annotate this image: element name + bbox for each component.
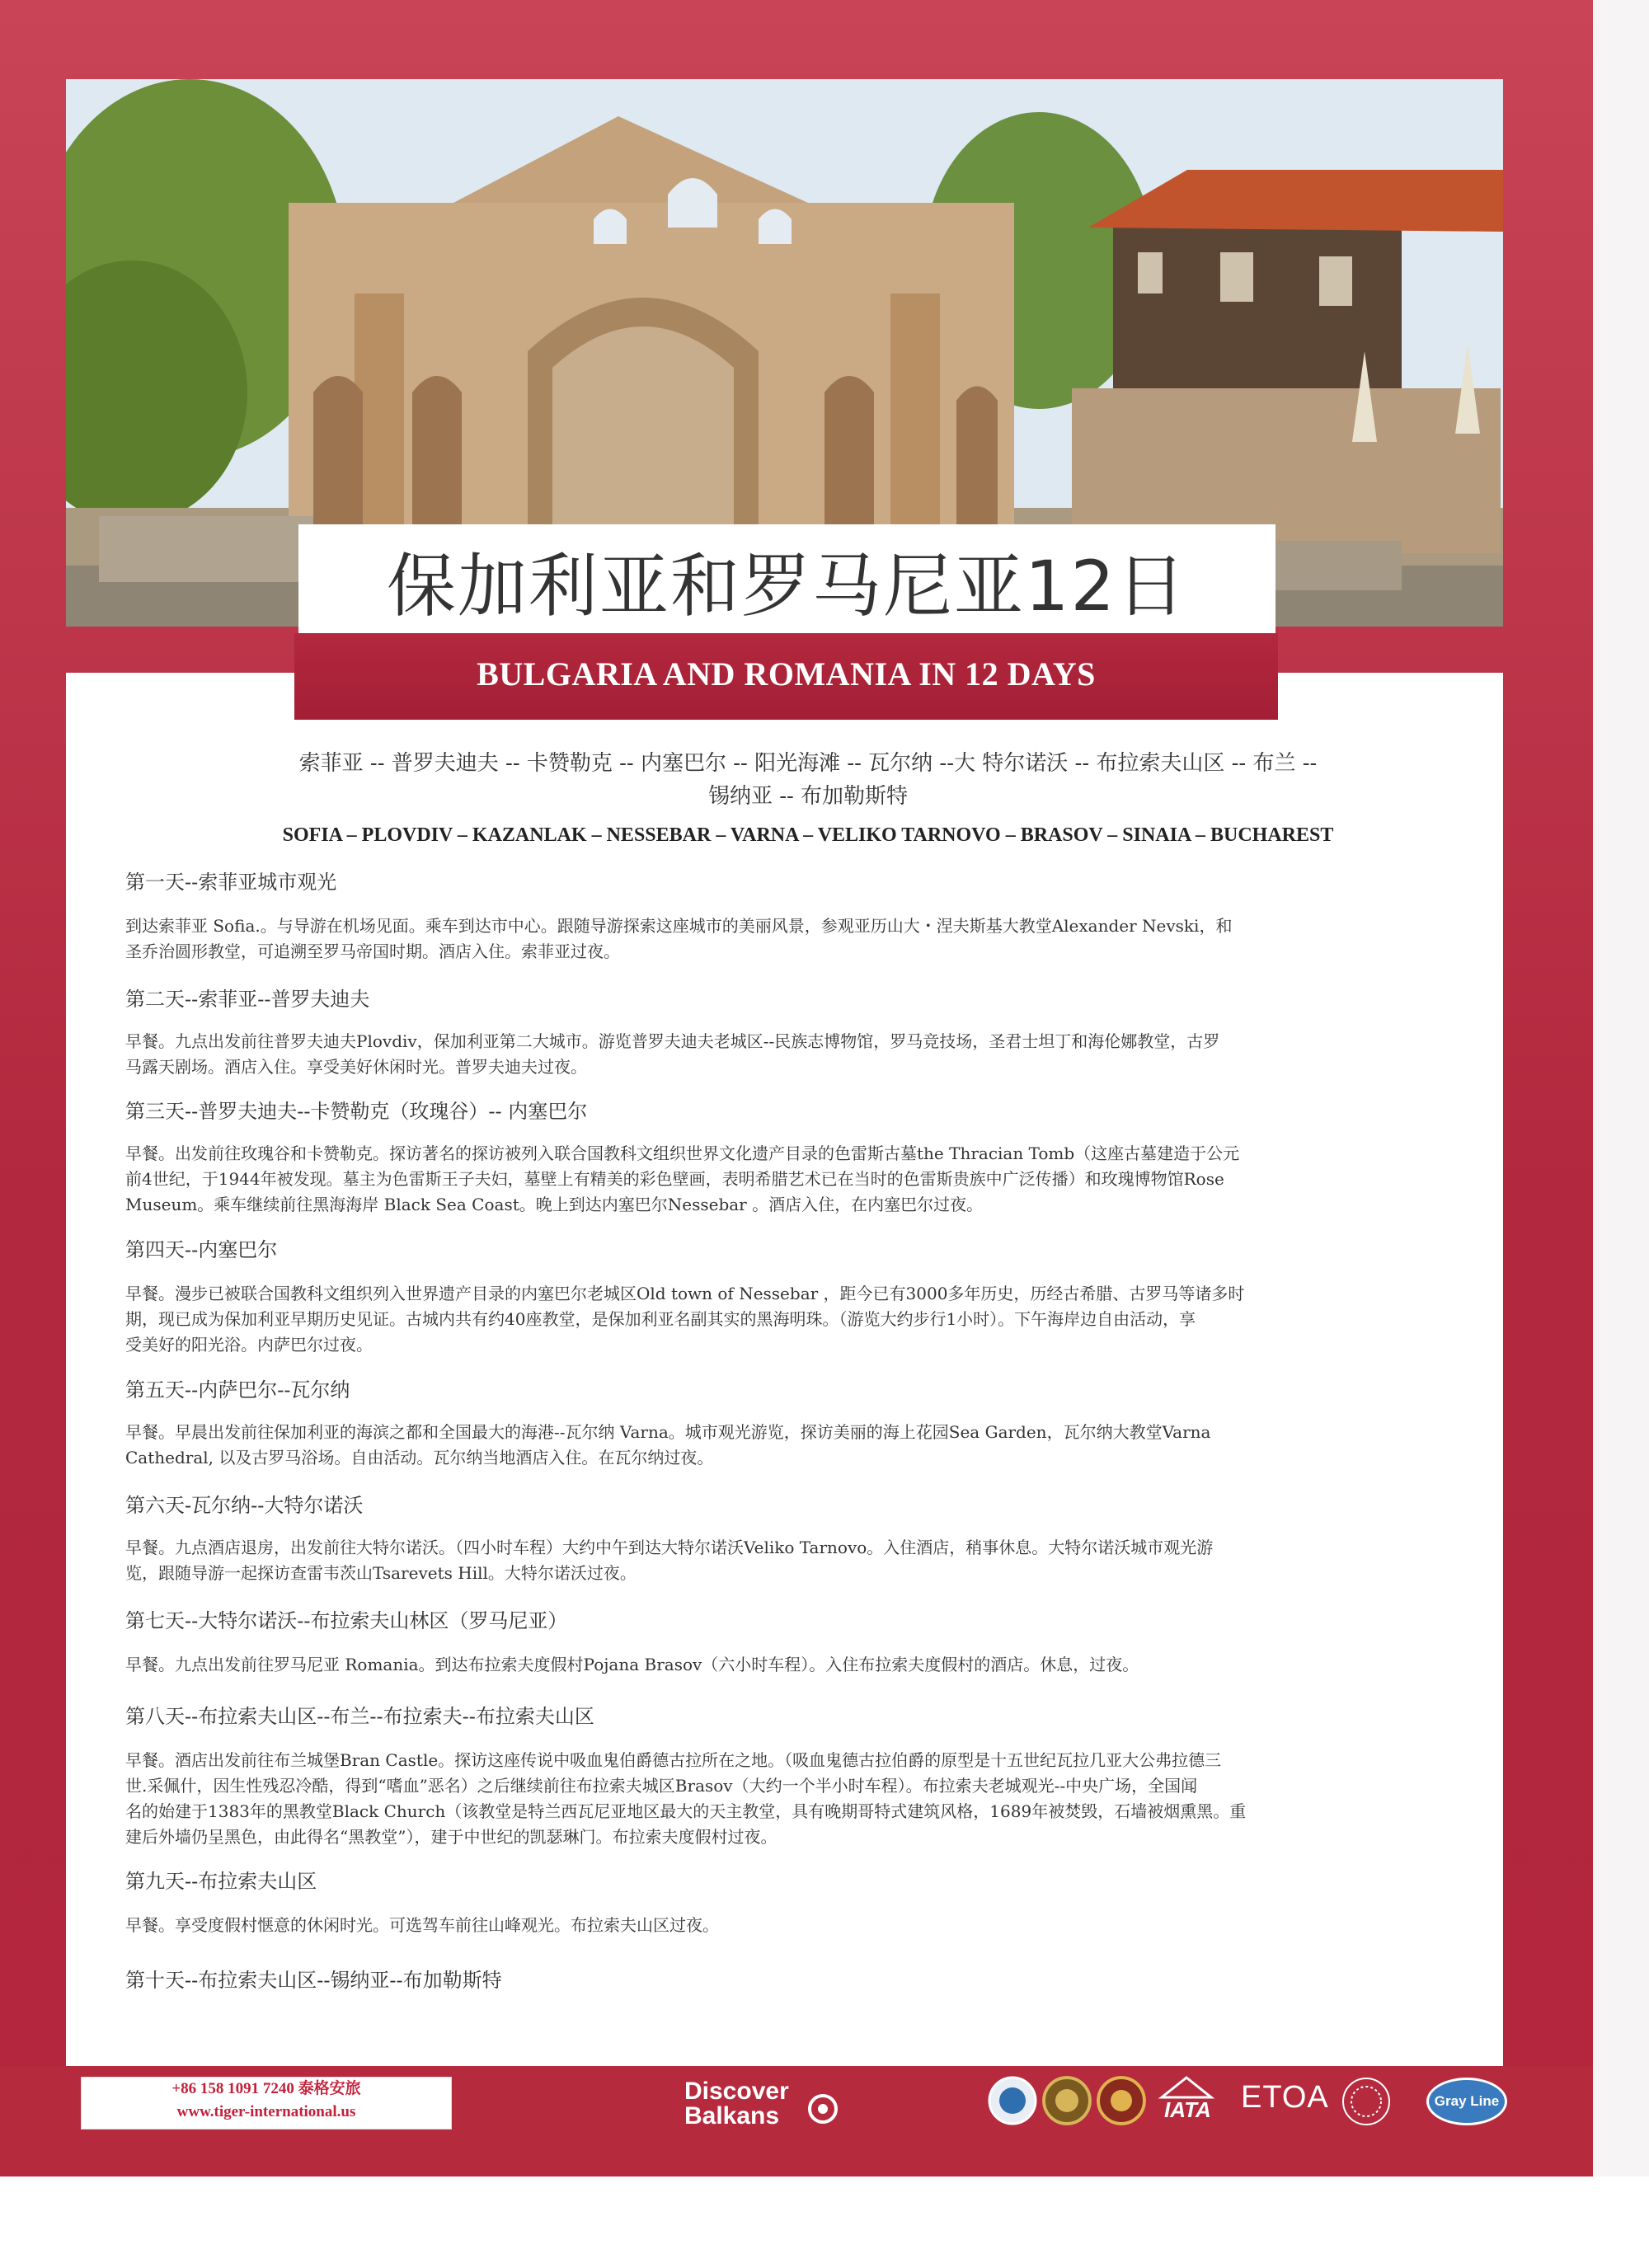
contact-box (81, 2077, 452, 2129)
day-9-heading: 第九天--布拉索夫山区 (125, 1870, 317, 1893)
day-9-description (125, 1913, 1454, 1938)
day-4-line: 早餐。漫步已被联合国教科文组织列入世界遗产目录的内塞巴尔老城区Old town of Nessebar ，距今已有3000多年历史，历经古希腊、古罗马等诸多时 (125, 1284, 1245, 1303)
day-5-line: 早餐。早晨出发前往保加利亚的海滨之都和全国最大的海港--瓦尔纳 Varna。城市观光游览，探访美丽的海上花园Sea Garden，瓦尔纳大教堂Varna (125, 1422, 1211, 1442)
page-edge (1593, 0, 1649, 2176)
gray-line-logo: Gray Line (1426, 2078, 1507, 2125)
route-chinese-line-2: 锡纳亚 -- 布加勒斯特 (707, 784, 909, 809)
day-7-line: 早餐。九点出发前往罗马尼亚 Romania。到达布拉索夫度假村Pojana Brasov（六小时车程）。入住布拉索夫度假村的酒店。休息，过夜。 (125, 1655, 1139, 1674)
day-5-heading: 第五天--内萨巴尔--瓦尔纳 (125, 1378, 350, 1402)
day-3-description (125, 1141, 1454, 1218)
day-2-line: 早餐。九点出发前往普罗夫迪夫Plovdiv，保加利亚第二大城市。游览普罗夫迪夫老城区--民族志博物馆，罗马竞技场，圣君士坦丁和海伦娜教堂，古罗 (125, 1031, 1220, 1051)
day-3-line: Museum。乘车继续前往黑海海岸 Black Sea Coast。晚上到达内塞巴尔Nessebar 。酒店入住，在内塞巴尔过夜。 (125, 1195, 984, 1214)
award-seal-icon (1097, 2076, 1146, 2125)
gold-seal-icon (1042, 2076, 1092, 2125)
day-1-description (125, 913, 1454, 965)
day-1-heading: 第一天--索菲亚城市观光 (125, 871, 337, 894)
day-2-heading: 第二天--索菲亚--普罗夫迪夫 (125, 988, 370, 1011)
route-chinese-line-1: 索菲亚 -- 普罗夫迪夫 -- 卡赞勒克 -- 内塞巴尔 -- 阳光海滩 -- 瓦尔纳 --大 特尔诺沃 -- 布拉索夫山区 -- 布兰 -- (298, 751, 1318, 776)
day-4-description (125, 1281, 1454, 1358)
content-panel (66, 673, 1503, 2066)
title-banner (294, 633, 1278, 720)
day-4-line: 受美好的阳光浴。内萨巴尔过夜。 (125, 1335, 373, 1355)
brand-line-1: Discover (684, 2078, 789, 2105)
day-8-description (125, 1748, 1454, 1850)
balkans-emblem-icon (806, 2092, 839, 2125)
association-badge-icon (988, 2076, 1037, 2125)
day-3-heading: 第三天--普罗夫迪夫--卡赞勒克（玫瑰谷）-- 内塞巴尔 (125, 1100, 588, 1123)
day-6-heading: 第六天-瓦尔纳--大特尔诺沃 (125, 1494, 364, 1517)
day-8-line: 名的始建于1383年的黑教堂Black Church（该教堂是特兰西瓦尼亚地区最大的天主教堂，具有晚期哥特式建筑风格，1689年被焚毁，石墙被烟熏黑。重 (125, 1801, 1247, 1821)
contact-website[interactable]: www.tiger-international.us (176, 2103, 356, 2120)
etoa-logo: ETOA (1241, 2080, 1329, 2115)
day-5-description (125, 1420, 1454, 1471)
page-title-chinese: 保加利亚和罗马尼亚12日 (387, 546, 1187, 627)
day-6-description (125, 1535, 1454, 1586)
day-8-line: 早餐。酒店出发前往布兰城堡Bran Castle。探访这座传说中吸血鬼伯爵德古拉所在之地。（吸血鬼德古拉伯爵的原型是十五世纪瓦拉几亚大公弗拉德三 (125, 1750, 1222, 1770)
day-4-line: 期，现已成为保加利亚早期历史见证。古城内共有约40座教堂，是保加利亚名副其实的黑海明珠。（游览大约步行1小时）。下午海岸边自由活动，享 (125, 1309, 1196, 1329)
day-8-line: 世.采佩什，因生性残忍冷酷，得到“嗜血”恶名）之后继续前往布拉索夫城区Brasov（大约一个半小时车程）。布拉索夫老城观光--中央广场，全国闻 (125, 1776, 1198, 1796)
day-6-line: 览，跟随导游一起探访查雷韦茨山Tsarevets Hill。大特尔诺沃过夜。 (125, 1563, 637, 1583)
discover-balkans-logo (684, 2078, 849, 2135)
day-1-line: 圣乔治圆形教堂，可追溯至罗马帝国时期。酒店入住。索菲亚过夜。 (125, 941, 620, 961)
tourism-org-seal-icon (1341, 2076, 1392, 2127)
title-box (298, 524, 1276, 633)
day-9-line: 早餐。享受度假村惬意的休闲时光。可选驾车前往山峰观光。布拉索夫山区过夜。 (125, 1915, 719, 1935)
page-title-english: BULGARIA AND ROMANIA IN 12 DAYS (477, 655, 1096, 693)
iata-wing-icon (1158, 2074, 1215, 2099)
day-8-line: 建后外墙仍呈黑色，由此得名“黑教堂”），建于中世纪的凯瑟琳门。布拉索夫度假村过夜。 (125, 1827, 778, 1847)
route-english: SOFIA – PLOVDIV – KAZANLAK – NESSEBAR – VARNA – VELIKO TARNOVO – BRASOV – SINAIA – BUCHAREST (282, 824, 1334, 846)
day-6-line: 早餐。九点酒店退房，出发前往大特尔诺沃。（四小时车程）大约中午到达大特尔诺沃Veliko Tarnovo。入住酒店，稍事休息。大特尔诺沃城市观光游 (125, 1538, 1214, 1557)
day-3-line: 早餐。出发前往玫瑰谷和卡赞勒克。探访著名的探访被列入联合国教科文组织世界文化遗产目录的色雷斯古墓the Thracian Tomb（这座古墓建造于公元 (125, 1143, 1240, 1163)
day-8-heading: 第八天--布拉索夫山区--布兰--布拉索夫--布拉索夫山区 (125, 1705, 594, 1728)
day-10-heading: 第十天--布拉索夫山区--锡纳亚--布加勒斯特 (125, 1969, 502, 1992)
day-1-line: 到达索菲亚 Sofia.。与导游在机场见面。乘车到达市中心。跟随导游探索这座城市的美丽风景，参观亚历山大・涅夫斯基大教堂Alexander Nevski，和 (125, 916, 1233, 936)
day-7-description (125, 1652, 1454, 1678)
brand-line-2: Balkans (684, 2102, 780, 2129)
day-7-heading: 第七天--大特尔诺沃--布拉索夫山林区（罗马尼亚） (125, 1609, 568, 1632)
day-2-description (125, 1029, 1454, 1080)
iata-logo: IATA (1164, 2097, 1211, 2122)
day-2-line: 马露天剧场。酒店入住。享受美好休闲时光。普罗夫迪夫过夜。 (125, 1057, 587, 1077)
day-5-line: Cathedral, 以及古罗马浴场。自由活动。瓦尔纳当地酒店入住。在瓦尔纳过夜。 (125, 1448, 714, 1467)
day-3-line: 前4世纪，于1944年被发现。墓主为色雷斯王子夫妇，墓壁上有精美的彩色壁画，表明希腊艺术已在当时的色雷斯贵族中广泛传播）和玫瑰博物馆Rose (125, 1169, 1224, 1189)
day-4-heading: 第四天--内塞巴尔 (125, 1238, 278, 1261)
contact-phone[interactable]: +86 158 1091 7240 泰格安旅 (171, 2080, 361, 2097)
